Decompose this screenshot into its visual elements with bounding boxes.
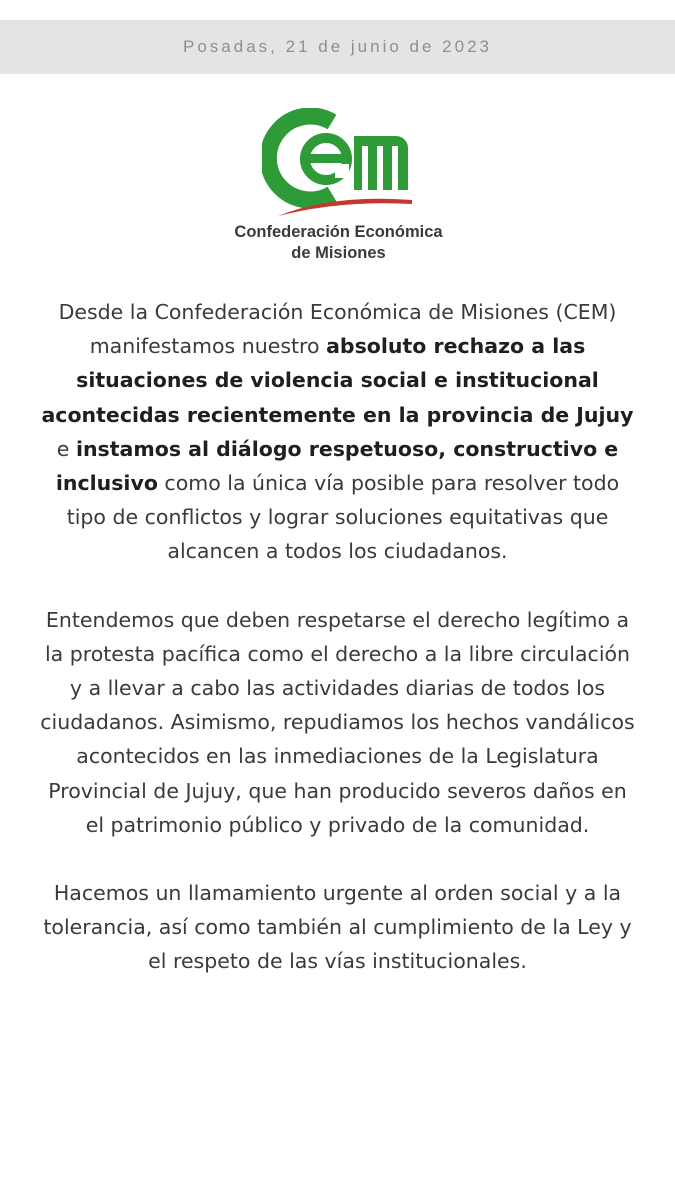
paragraph-3: Hacemos un llamamiento urgente al orden social y a la tolerancia, así como también al cumplimiento de la Ley y el respeto de las vías institucionales.	[43, 881, 632, 974]
place-date: Posadas, 21 de junio de 2023	[183, 37, 492, 56]
organization-name	[0, 222, 675, 264]
emphasis-rejection: absoluto rechazo a las situaciones de violencia social e institucional acontecidas recientemente en la provincia de Jujuy	[41, 334, 634, 427]
cem-logo	[262, 108, 412, 220]
logo-text: CEM	[262, 108, 265, 109]
org-name-line-1: Confederación Económica	[234, 223, 443, 241]
paragraph-1: Desde la Confederación Económica de Misiones (CEM) manifestamos nuestro absoluto rechazo a las situaciones de violencia social e institucional acontecidas recientemente en la provincia de Jujuy e instamos al diálogo respetuoso, constructivo e inclusivo como la única vía posible para resolver todo tipo de conflictos y lograr soluciones equitativas que alcancen a todos los ciudadanos.	[41, 300, 634, 564]
header-bar	[0, 20, 675, 74]
logo-m-shape	[354, 136, 408, 190]
statement-body	[40, 295, 635, 1013]
paragraph-2: Entendemos que deben respetarse el derecho legítimo a la protesta pacífica como el derecho a la libre circulación y a llevar a cabo las actividades diarias de todos los ciudadanos. Asimismo, repudiamos los hechos vandálicos acontecidos en las inmediaciones de la Legislatura Provincial de Jujuy, que han producido severos daños en el patrimonio público y privado de la comunidad.	[40, 607, 635, 837]
org-name-line-2: de Misiones	[291, 244, 386, 262]
emphasis-dialogue: instamos al diálogo respetuoso, constructivo e inclusivo	[55, 436, 619, 496]
